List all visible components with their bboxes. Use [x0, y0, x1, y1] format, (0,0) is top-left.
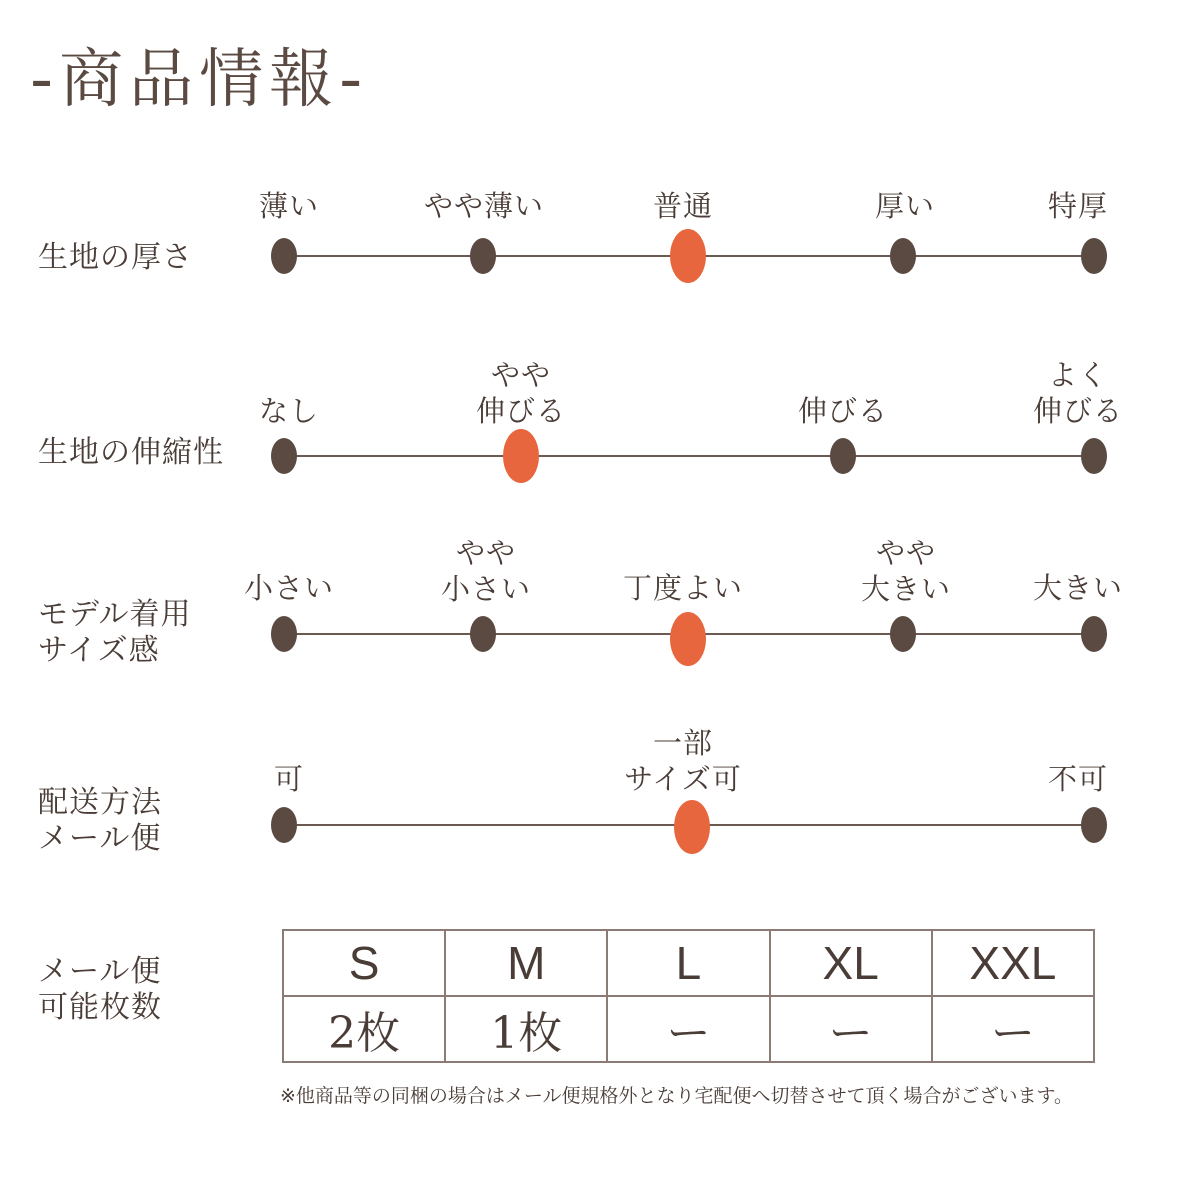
option-label: 薄い: [258, 189, 320, 223]
option-label: やや 大きい: [860, 536, 952, 606]
model-fit-row: [0, 535, 1200, 695]
shipping-note: ※他商品等の同梱の場合はメール便規格外となり宅配便へ切替させて頂く場合がございます。: [280, 1085, 1074, 1107]
mail-capacity-table: [282, 929, 1095, 1063]
option-label: 伸びる: [797, 394, 889, 428]
fabric-thickness-row: [0, 180, 1200, 340]
scale-dot-selected: [674, 800, 710, 854]
row-label: 生地の厚さ: [38, 240, 193, 275]
fabric-stretch-row: [0, 355, 1200, 515]
option-label: 大きい: [1032, 571, 1124, 605]
option-label: 小さい: [243, 571, 335, 605]
count-cell: 1枚: [445, 996, 607, 1062]
scale-dot: [470, 238, 496, 274]
option-label: やや 小さい: [440, 536, 532, 606]
scale-dot-selected: [670, 612, 706, 666]
scale-track: [284, 455, 1094, 457]
scale-dot: [271, 238, 297, 274]
scale-dot: [470, 616, 496, 652]
scale-dot: [890, 616, 916, 652]
scale-dot: [271, 616, 297, 652]
scale-dot: [830, 438, 856, 474]
count-cell: ー: [607, 996, 769, 1062]
count-row: [283, 996, 1094, 1062]
size-row: [283, 930, 1094, 996]
option-label: 一部 サイズ可: [624, 726, 742, 796]
count-cell: 2枚: [283, 996, 445, 1062]
count-cell: ー: [770, 996, 932, 1062]
scale-dot: [271, 438, 297, 474]
scale-dot: [1081, 438, 1107, 474]
scale-dot: [1081, 238, 1107, 274]
option-label: やや 伸びる: [475, 358, 567, 428]
option-label: 可: [273, 762, 305, 796]
option-label: よく 伸びる: [1032, 358, 1124, 428]
option-label: 特厚: [1047, 189, 1109, 223]
scale-dot: [1081, 807, 1107, 843]
size-cell: M: [445, 930, 607, 996]
row-label: 生地の伸縮性: [38, 435, 224, 470]
size-cell: XL: [770, 930, 932, 996]
count-cell: ー: [932, 996, 1094, 1062]
size-cell: XXL: [932, 930, 1094, 996]
size-cell: S: [283, 930, 445, 996]
page-title: -商品情報-: [30, 43, 369, 117]
option-label: 丁度よい: [622, 571, 744, 605]
scale-dot: [271, 807, 297, 843]
row-label: モデル着用 サイズ感: [38, 597, 192, 668]
option-label: 厚い: [874, 189, 936, 223]
scale-dot-selected: [670, 229, 706, 283]
option-label: 普通: [652, 189, 714, 223]
scale-dot-selected: [503, 429, 539, 483]
shipping-method-row: [0, 725, 1200, 885]
size-cell: L: [607, 930, 769, 996]
mail-table-label: メール便 可能枚数: [38, 954, 162, 1025]
option-label: やや薄い: [423, 189, 545, 223]
row-label: 配送方法 メール便: [38, 785, 162, 856]
option-label: なし: [258, 394, 320, 428]
option-label: 不可: [1047, 762, 1109, 796]
scale-dot: [1081, 616, 1107, 652]
scale-dot: [890, 238, 916, 274]
